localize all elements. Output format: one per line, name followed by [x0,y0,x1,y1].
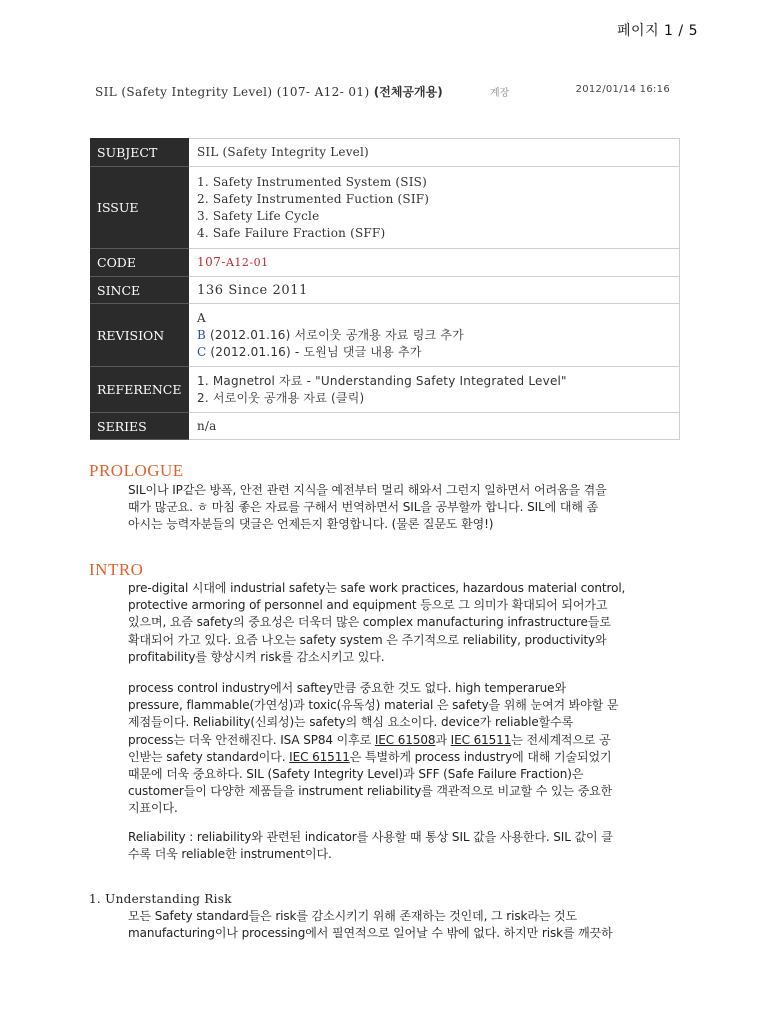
text-line: pressure, flammable(가연성)과 toxic(유독성) material 은 safety을 위해 눈여겨 봐야할 문 [128,698,619,713]
code-main: 107- [197,255,226,269]
revision-b-text: (2012.01.16) 서로이웃 공개용 자료 링크 추가 [206,327,464,342]
since-key: SINCE [91,277,189,304]
revision-key: REVISION [91,304,189,367]
subject-value: SIL (Safety Integrity Level) [189,139,680,167]
text-line: customer들이 다양한 제품들을 instrument reliability를 객관적으로 비교할 수 있는 중요한 [128,784,613,799]
reference-item: 1. Magnetrol 자료 - "Understanding Safety Integrated Level" [197,373,567,388]
text-line: manufacturing이나 processing에서 필연적으로 일어날 수 밖에 없다. 하지만 risk를 깨끗하 [128,926,613,941]
text-line: protective armoring of personnel and equipment 등으로 그 의미가 확대되어 되어가고 [128,598,608,613]
text-line: profitability를 향상시켜 risk를 감소시키고 있다. [128,649,385,664]
section-1-heading: 1. Understanding Risk [89,892,232,906]
prologue-paragraph [128,482,680,534]
text-line [128,749,680,766]
issue-item: 1. Safety Instrumented System (SIS) [197,174,427,189]
text-span: 과 [435,732,451,747]
text-line: 확대되어 가고 있다. 요즘 나오는 safety system 은 주기적으로 reliability, productivity와 [128,632,607,647]
page-counter: 페이지 1 / 5 [617,23,698,39]
prologue-heading: PROLOGUE [89,461,184,480]
subject-key: SUBJECT [91,139,189,167]
since-value: 136 Since 2011 [189,277,680,304]
text-line: 수록 더욱 reliable한 instrument이다. [128,847,332,862]
revision-c-text: (2012.01.16) - 도원님 댓글 내용 추가 [206,344,422,359]
doc-header [95,83,670,103]
revision-c [197,344,671,361]
table-row-revision [91,304,680,367]
text-span: process는 더욱 안전해진다. ISA SP84 이후로 [128,732,375,747]
intro-paragraph-1 [128,580,680,666]
text-line: pre-digital 시대에 industrial safety는 safe work practices, hazardous material control, [128,581,626,595]
issue-key: ISSUE [91,167,189,249]
text-line: 때가 많군요. ㅎ 마침 좋은 자료를 구해서 번역하면서 SIL을 공부할까 합니다. SIL에 대해 좀 [128,500,599,515]
reference-key: REFERENCE [91,367,189,413]
text-line: 제점들이다. Reliability(신뢰성)는 safety의 핵심 요소이다. device가 reliable할수록 [128,715,574,730]
code-suffix: A12-01 [225,256,269,269]
revision-b-letter: B [197,327,207,342]
iec-61511-link[interactable]: IEC 61511 [289,749,350,764]
text-line: 있으며, 요즘 safety의 중요성은 더욱더 많은 complex manufacturing infrastructure들로 [128,615,611,630]
code-key: CODE [91,249,189,277]
text-line: Reliability : reliability와 관련된 indicator를 사용할 때 통상 SIL 값을 사용한다. SIL 값이 클 [128,830,613,844]
text-span: 는 전세계적으로 공 [511,732,611,747]
category-tag[interactable]: 계장 [490,88,510,99]
iec-61508-link[interactable]: IEC 61508 [374,732,436,747]
doc-title-badge: (전체공개용) [373,85,443,99]
post-date: 2012/01/14 16:16 [575,84,670,95]
iec-61511-link[interactable]: IEC 61511 [450,732,512,747]
issue-value [189,167,680,249]
reference-item-link[interactable]: 2. 서로이웃 공개용 자료 (클릭) [197,390,365,405]
table-row-subject [91,139,680,167]
text-line: 모든 Safety standard들은 risk를 감소시키기 위해 존재하는 것인데, 그 risk라는 것도 [128,909,578,923]
text-line: 때문에 더욱 중요하다. SIL (Safety Integrity Level)과 SFF (Safe Failure Fraction)은 [128,767,584,782]
doc-title-text: SIL (Safety Integrity Level) (107- A12- 01) [95,85,370,99]
revision-c-letter: C [197,344,207,359]
intro-heading: INTRO [89,560,144,579]
issue-item: 3. Safety Life Cycle [197,208,320,223]
issue-item: 2. Safety Instrumented Fuction (SIF) [197,191,430,206]
text-line: process control industry에서 saftey만큼 중요한 것도 없다. high temperarue와 [128,681,566,695]
revision-b [197,327,671,344]
info-table [90,138,680,440]
revision-value [189,304,680,367]
code-text [197,255,269,269]
doc-title [95,83,443,100]
table-row-issue [91,167,680,249]
revision-a: A [197,310,206,325]
table-row-reference [91,367,680,413]
text-line: 지표이다. [128,801,178,816]
code-value [189,249,680,277]
table-row-since [91,277,680,304]
text-line: SIL이나 IP같은 방폭, 안전 관련 지식을 예전부터 멀리 해와서 그런지 일하면서 어려움을 겪을 [128,483,607,497]
intro-paragraph-2 [128,680,680,818]
series-value: n/a [189,413,680,440]
section-1-paragraph [128,908,680,942]
intro-paragraph-3 [128,829,680,863]
table-row-series [91,413,680,440]
text-line [128,732,680,749]
text-span: 인받는 safety standard이다. [128,749,290,764]
table-row-code [91,249,680,277]
text-line: 아시는 능력자분들의 댓글은 언제든지 환영합니다. (물론 질문도 환영!) [128,517,494,532]
text-span: 은 특별하게 process industry에 대해 기술되었기 [349,749,612,764]
reference-value [189,367,680,413]
issue-item: 4. Safe Failure Fraction (SFF) [197,225,386,240]
series-key: SERIES [91,413,189,440]
